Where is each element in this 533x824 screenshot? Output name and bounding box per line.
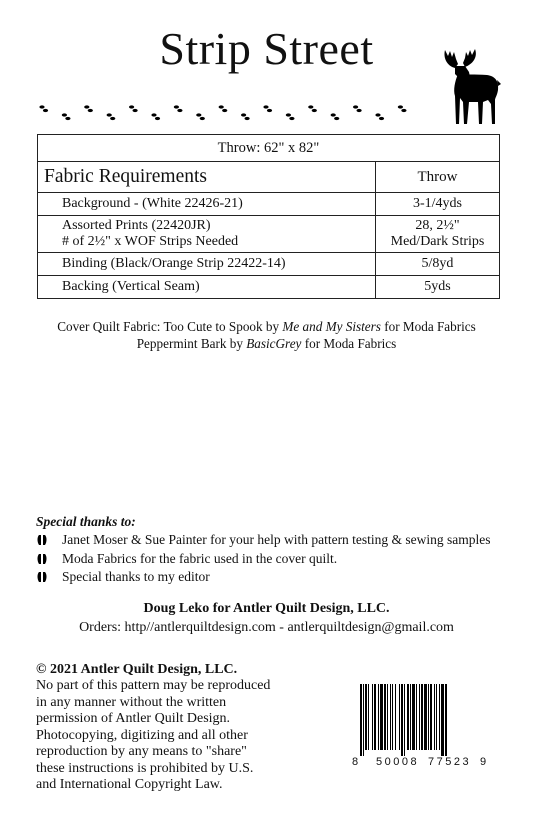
hoof-track xyxy=(375,113,384,120)
table-row xyxy=(38,276,500,299)
orders-line: Orders: http//antlerquiltdesign.com - antlerquiltdesign@gmail.com xyxy=(79,620,454,635)
table-row xyxy=(38,193,500,216)
hoof-track xyxy=(331,113,340,120)
table-header-size: Throw xyxy=(376,162,500,193)
barcode-bar xyxy=(392,684,393,750)
barcode-bar xyxy=(441,684,444,756)
upc-barcode: 8 50008 77523 9 xyxy=(352,684,489,772)
hoof-track xyxy=(241,113,250,120)
barcode-bar xyxy=(401,684,403,756)
barcode-bar xyxy=(390,684,391,750)
table-row xyxy=(38,253,500,276)
barcode-bar xyxy=(434,684,435,750)
pattern-title: Strip Street xyxy=(159,23,374,74)
hoof-track xyxy=(151,113,160,120)
rights-statement: No part of this pattern may be reproduced in any manner without the written permission of Antler Quilt Design. Photocopying, digitizing and all other reproduction by any means to "share" these instructions is prohibited by U.S. and International Copyright Law. xyxy=(36,678,271,792)
copyright-notice: © 2021 Antler Quilt Design, LLC. xyxy=(36,662,238,677)
barcode-bar xyxy=(368,684,369,750)
fabric-label: Backing (Vertical Seam) xyxy=(38,276,376,299)
hoof-track xyxy=(353,105,362,112)
list-item: Janet Moser & Sue Painter for your help with pattern testing & sewing samples xyxy=(36,531,491,550)
fabric-amount: 5yds xyxy=(376,276,500,299)
barcode-bar xyxy=(404,684,405,756)
cover-line-1: Cover Quilt Fabric: Too Cute to Spook by Me and My Sisters for Moda Fabrics xyxy=(57,319,476,334)
hoof-print-icon xyxy=(36,570,62,584)
fabric-amount: 28, 2½" Med/Dark Strips xyxy=(376,216,500,253)
barcode-bar xyxy=(419,684,420,750)
barcode-bar xyxy=(412,684,415,750)
barcode-bar xyxy=(407,684,409,750)
hoof-track xyxy=(62,113,71,120)
barcode-bar xyxy=(360,684,362,756)
barcode-bar xyxy=(374,684,376,750)
barcode-bar xyxy=(445,684,447,756)
hoof-track xyxy=(398,105,407,112)
thanks-heading: Special thanks to: xyxy=(36,514,136,529)
barcode-bar xyxy=(380,684,383,750)
barcode-bar xyxy=(387,684,388,750)
barcode-bar xyxy=(372,684,373,750)
hoof-track xyxy=(107,113,116,120)
barcode-bar xyxy=(378,684,379,750)
fabric-amount: 5/8yd xyxy=(376,253,500,276)
hoof-track xyxy=(308,105,317,112)
list-item: Special thanks to my editor xyxy=(36,568,491,587)
barcode-bar xyxy=(384,684,386,750)
hoof-track xyxy=(174,105,183,112)
hoof-track xyxy=(129,105,138,112)
fabric-label: Binding (Black/Orange Strip 22422-14) xyxy=(38,253,376,276)
hoof-track xyxy=(263,105,272,112)
barcode-bar xyxy=(428,684,429,750)
fabric-requirements-table xyxy=(37,134,500,299)
barcode-bar xyxy=(410,684,411,750)
fabric-label: Assorted Prints (22420JR) # of 2½" x WOF Strips Needed xyxy=(38,216,376,253)
hoof-track xyxy=(286,113,295,120)
barcode-bar xyxy=(365,684,367,750)
quilt-size: Throw: 62" x 82" xyxy=(38,135,500,162)
cover-line-2: Peppermint Bark by BasicGrey for Moda Fabrics xyxy=(136,335,397,351)
fabric-label: Background - (White 22426-21) xyxy=(38,193,376,216)
table-header-label: Fabric Requirements xyxy=(38,162,376,193)
barcode-bar xyxy=(395,684,396,750)
cover-fabric-credit xyxy=(0,319,533,352)
hoof-tracks-icon xyxy=(38,93,418,133)
fabric-amount: 3-1/4yds xyxy=(376,193,500,216)
barcode-bar xyxy=(421,684,423,750)
hoof-track xyxy=(39,105,48,112)
moose-icon xyxy=(425,48,501,128)
hoof-track xyxy=(219,105,228,112)
table-row xyxy=(38,216,500,253)
hoof-print-icon xyxy=(36,533,62,547)
barcode-bar xyxy=(424,684,427,750)
barcode-bar xyxy=(399,684,400,750)
hoof-print-icon xyxy=(36,552,62,566)
barcode-bar xyxy=(416,684,417,750)
barcode-bar xyxy=(439,684,440,750)
hoof-track xyxy=(196,113,205,120)
barcode-bar xyxy=(436,684,437,750)
barcode-bar xyxy=(430,684,432,750)
barcode-bar xyxy=(363,684,364,756)
list-item: Moda Fabrics for the fabric used in the cover quilt. xyxy=(36,550,491,569)
author-credit: Doug Leko for Antler Quilt Design, LLC. xyxy=(143,601,390,616)
hoof-track xyxy=(84,105,93,112)
thanks-list xyxy=(36,531,491,587)
